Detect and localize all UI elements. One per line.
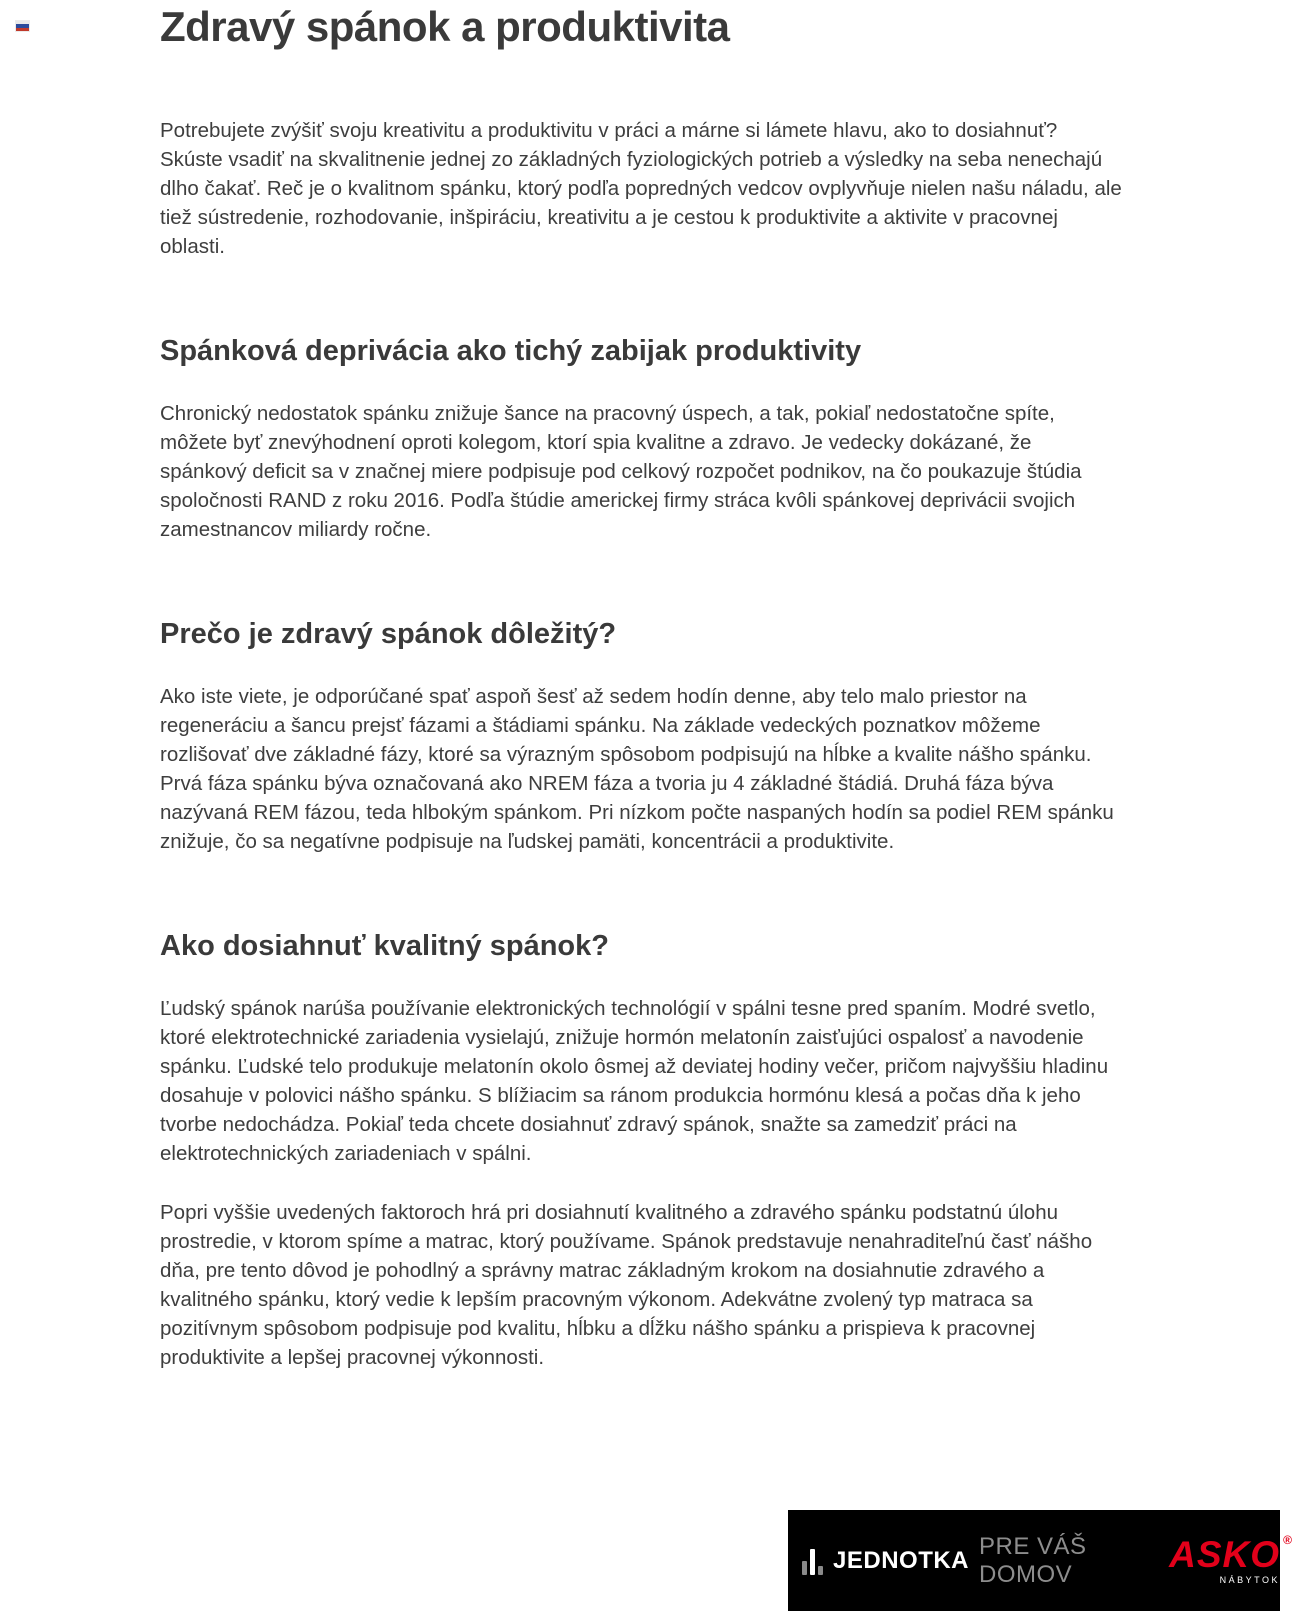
registered-trademark-icon: ®	[1283, 1533, 1292, 1547]
page-title: Zdravý spánok a produktivita	[160, 3, 730, 50]
footer-brand-bar	[788, 1510, 1292, 1611]
section-paragraph: Ako iste viete, je odporúčané spať aspoň šesť až sedem hodín denne, aby telo malo priestor na regeneráciu a šancu prejsť fázami a štádiami spánku. Na základe vedeckých poznatkov môžeme rozlišovať dve základné fázy, ktoré sa výrazným spôsobom podpisujú na hĺbke a kvalite nášho spánku. Prvá fáza spánku býva označovaná ako NREM fáza a tvoria ju 4 základné štádiá. Druhá fáza býva nazývaná REM fázou, teda hlbokým spánkom. Pri nízkom počte naspaných hodín sa podiel REM spánku znižuje, čo sa negatívne podpisuje na ľudskej pamäti, koncentrácii a produktivite.	[160, 685, 1114, 853]
flag-icon	[16, 21, 29, 31]
jednotka-bars-icon	[802, 1547, 823, 1575]
footer-slogan-bold: JEDNOTKA	[833, 1546, 970, 1574]
section-paragraph: Popri vyššie uvedených faktoroch hrá pri dosiahnutí kvalitného a zdravého spánku podstatnú úlohu prostredie, v ktorom spíme a matrac, ktorý používame. Spánok predstavuje nenahraditeľnú časť nášho dňa, pre tento dôvod je pohodlný a správny matrac základným krokom na dosiahnutie zdravého a kvalitného spánku, ktorý vedie k lepším pracovným výkonom. Adekvátne zvolený typ matraca sa pozitívnym spôsobom podpisuje pod kvalitu, hĺbku a dĺžku nášho spánku a prispieva k pracovnej produktivite a lepšej pracovnej výkonnosti.	[160, 1201, 1093, 1369]
asko-subtitle: NÁBYTOK	[1219, 1575, 1280, 1585]
section-paragraph: Ľudský spánok narúša používanie elektronických technológií v spálni tesne pred spaním. Modré svetlo, ktoré elektrotechnické zariadenia vysielajú, znižuje hormón melatonín zaisťujúci ospalosť a navodenie spánku. Ľudské telo produkuje melatonín okolo ôsmej až deviatej hodiny večer, pričom najvyššiu hladinu dosahuje v polovici nášho spánku. S blížiacim sa ránom produkcia hormónu klesá a počas dňa k jeho tvorbe nedochádza. Pokiaľ teda chcete dosiahnuť zdravý spánok, snažte sa zamedziť práci na elektrotechnických zariadeniach v spálni.	[160, 997, 1109, 1165]
section-heading-why-important: Prečo je zdravý spánok dôležitý?	[160, 618, 617, 650]
asko-wordmark: ASKO	[1169, 1534, 1280, 1575]
footer-slogan-rest: PRE VÁŠ DOMOV	[979, 1532, 1087, 1588]
asko-logo	[1169, 1533, 1292, 1585]
section-heading-how-to-achieve: Ako dosiahnuť kvalitný spánok?	[160, 930, 609, 962]
section-heading-sleep-deprivation: Spánková deprivácia ako tichý zabijak produktivity	[160, 335, 862, 367]
article	[160, 0, 1122, 1372]
intro-paragraph: Potrebujete zvýšiť svoju kreativitu a produktivitu v práci a márne si lámete hlavu, ako to dosiahnuť? Skúste vsadiť na skvalitnenie jednej zo základných fyziologických potrieb a výsledky na seba nenechajú dlho čakať. Reč je o kvalitnom spánku, ktorý podľa popredných vedcov ovplyvňuje nielen našu náladu, ale tiež sústredenie, rozhodovanie, inšpiráciu, kreativitu a je cestou k produktivite a aktivite v pracovnej oblasti.	[160, 119, 1122, 258]
section-paragraph: Chronický nedostatok spánku znižuje šance na pracovný úspech, a tak, pokiaľ nedostatočne spíte, môžete byť znevýhodnení oproti kolegom, ktorí spia kvalitne a zdravo. Je vedecky dokázané, že spánkový deficit sa v značnej miere podpisuje pod celkový rozpočet podnikov, na čo poukazuje štúdia spoločnosti RAND z roku 2016. Podľa štúdie americkej firmy stráca kvôli spánkovej deprivácii svojich zamestnancov miliardy ročne.	[160, 402, 1082, 541]
